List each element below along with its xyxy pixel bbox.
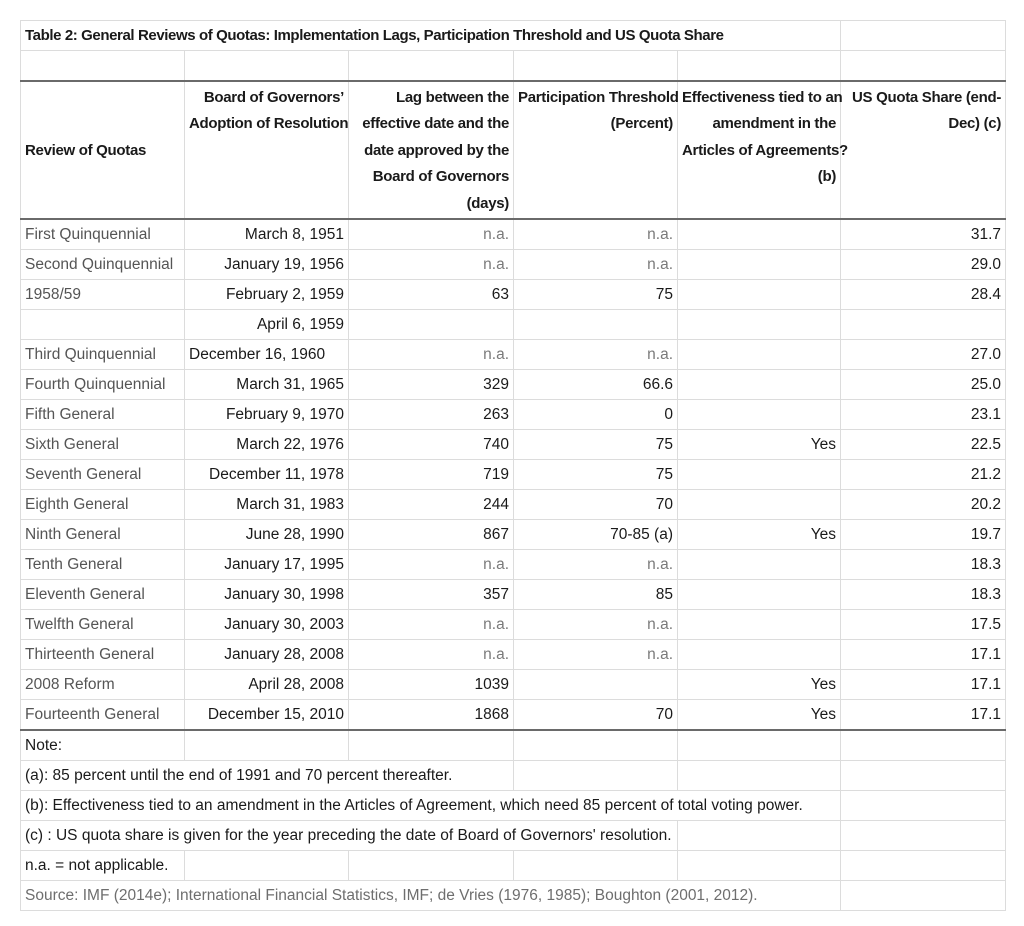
cell-review: Eighth General bbox=[21, 489, 185, 519]
cell-adoption-date: December 15, 2010 bbox=[185, 699, 349, 730]
cell-threshold: 70-85 (a) bbox=[514, 519, 678, 549]
header-line: Articles of Agreements? bbox=[682, 141, 848, 159]
header-line: effective date and the bbox=[362, 115, 509, 133]
table-row bbox=[21, 699, 1006, 730]
cell-lag-days: 63 bbox=[349, 279, 514, 309]
cell-lag-days: 244 bbox=[349, 489, 514, 519]
cell-threshold: n.a. bbox=[514, 549, 678, 579]
cell-review: Fifth General bbox=[21, 399, 185, 429]
cell-adoption-date: March 31, 1965 bbox=[185, 369, 349, 399]
cell-review: Fourth Quinquennial bbox=[21, 369, 185, 399]
table-row bbox=[21, 579, 1006, 609]
cell-threshold: 66.6 bbox=[514, 369, 678, 399]
cell-us-share: 25.0 bbox=[841, 369, 1006, 399]
cell-us-share: 18.3 bbox=[841, 549, 1006, 579]
cell-adoption-date: December 11, 1978 bbox=[185, 459, 349, 489]
table-row bbox=[21, 219, 1006, 250]
table-row bbox=[21, 339, 1006, 369]
table-row bbox=[21, 249, 1006, 279]
header-line: (days) bbox=[466, 194, 509, 212]
cell-amendment bbox=[678, 549, 841, 579]
cell-adoption-date: February 9, 1970 bbox=[185, 399, 349, 429]
cell-review: Ninth General bbox=[21, 519, 185, 549]
cell-amendment bbox=[678, 639, 841, 669]
header-line: amendment in the bbox=[712, 115, 837, 133]
cell-review bbox=[21, 309, 185, 339]
cell-us-share: 31.7 bbox=[841, 219, 1006, 250]
cell-lag-days: n.a. bbox=[349, 339, 514, 369]
cell-amendment bbox=[678, 249, 841, 279]
cell-us-share: 27.0 bbox=[841, 339, 1006, 369]
spacer-row bbox=[21, 51, 1006, 81]
cell-review: First Quinquennial bbox=[21, 219, 185, 250]
cell-amendment: Yes bbox=[678, 669, 841, 699]
header-line: Board of Governors bbox=[372, 168, 509, 186]
cell-threshold: n.a. bbox=[514, 639, 678, 669]
cell-amendment: Yes bbox=[678, 429, 841, 459]
header-line: Dec) (c) bbox=[948, 115, 1002, 133]
cell-review: Fourteenth General bbox=[21, 699, 185, 730]
cell-amendment bbox=[678, 219, 841, 250]
cell-threshold: 75 bbox=[514, 429, 678, 459]
cell-lag-days: 1868 bbox=[349, 699, 514, 730]
header-line: (Percent) bbox=[610, 115, 673, 133]
cell-amendment: Yes bbox=[678, 699, 841, 730]
cell-amendment bbox=[678, 459, 841, 489]
cell-threshold: n.a. bbox=[514, 609, 678, 639]
cell-amendment bbox=[678, 579, 841, 609]
cell-amendment bbox=[678, 399, 841, 429]
table-title-row bbox=[21, 21, 1006, 51]
cell-adoption-date: April 6, 1959 bbox=[185, 309, 349, 339]
cell-lag-days: n.a. bbox=[349, 219, 514, 250]
quota-reviews-table bbox=[20, 20, 1006, 911]
table-row bbox=[21, 639, 1006, 669]
cell-threshold: 70 bbox=[514, 489, 678, 519]
header-review-of-quotas: Review of Quotas bbox=[21, 81, 185, 219]
note-heading: Note: bbox=[21, 730, 185, 761]
cell-review: Second Quinquennial bbox=[21, 249, 185, 279]
table-row bbox=[21, 279, 1006, 309]
cell-adoption-date: March 8, 1951 bbox=[185, 219, 349, 250]
cell-review: Eleventh General bbox=[21, 579, 185, 609]
header-line: US Quota Share (end- bbox=[852, 88, 1002, 106]
note-na: n.a. = not applicable. bbox=[21, 850, 185, 880]
cell-lag-days bbox=[349, 309, 514, 339]
cell-threshold: 75 bbox=[514, 279, 678, 309]
cell-adoption-date: December 16, 1960 bbox=[185, 339, 349, 369]
cell-us-share: 28.4 bbox=[841, 279, 1006, 309]
cell-adoption-date: April 28, 2008 bbox=[185, 669, 349, 699]
cell-lag-days: 719 bbox=[349, 459, 514, 489]
cell-lag-days: n.a. bbox=[349, 549, 514, 579]
cell-amendment bbox=[678, 339, 841, 369]
cell-review: Sixth General bbox=[21, 429, 185, 459]
cell-review: 1958/59 bbox=[21, 279, 185, 309]
header-amendment bbox=[678, 81, 848, 219]
cell-lag-days: n.a. bbox=[349, 249, 514, 279]
cell-amendment bbox=[678, 369, 841, 399]
cell-review: 2008 Reform bbox=[21, 669, 185, 699]
cell-threshold bbox=[514, 309, 678, 339]
note-c: (c) : US quota share is given for the year preceding the date of Board of Governors' resolution. bbox=[21, 820, 678, 850]
cell-amendment: Yes bbox=[678, 519, 841, 549]
cell-us-share: 18.3 bbox=[841, 579, 1006, 609]
header-us-quota-share bbox=[841, 81, 1006, 219]
cell-us-share: 21.2 bbox=[841, 459, 1006, 489]
table-row bbox=[21, 309, 1006, 339]
column-header-row bbox=[21, 81, 1006, 219]
source-row bbox=[21, 880, 1006, 910]
cell-us-share: 17.1 bbox=[841, 639, 1006, 669]
header-line: Board of Governors’ bbox=[203, 88, 344, 106]
note-na-row bbox=[21, 850, 1006, 880]
cell-threshold: n.a. bbox=[514, 249, 678, 279]
table-row bbox=[21, 669, 1006, 699]
header-line: Participation Threshold bbox=[518, 88, 679, 106]
table-row bbox=[21, 609, 1006, 639]
cell-adoption-date: January 30, 2003 bbox=[185, 609, 349, 639]
header-board-adoption bbox=[185, 81, 349, 219]
header-line: Lag between the bbox=[395, 88, 509, 106]
cell-us-share: 17.1 bbox=[841, 699, 1006, 730]
cell-lag-days: n.a. bbox=[349, 639, 514, 669]
note-heading-row bbox=[21, 730, 1006, 761]
header-line: date approved by the bbox=[364, 141, 509, 159]
table-row bbox=[21, 519, 1006, 549]
cell-adoption-date: January 30, 1998 bbox=[185, 579, 349, 609]
note-b-row bbox=[21, 790, 1006, 820]
cell-us-share: 17.5 bbox=[841, 609, 1006, 639]
cell-lag-days: 263 bbox=[349, 399, 514, 429]
cell-lag-days: 1039 bbox=[349, 669, 514, 699]
table-row bbox=[21, 549, 1006, 579]
table-row bbox=[21, 369, 1006, 399]
cell-threshold: n.a. bbox=[514, 339, 678, 369]
cell-review: Twelfth General bbox=[21, 609, 185, 639]
header-line: (b) bbox=[817, 168, 837, 186]
cell-adoption-date: June 28, 1990 bbox=[185, 519, 349, 549]
cell-lag-days: n.a. bbox=[349, 609, 514, 639]
note-c-row bbox=[21, 820, 1006, 850]
cell-lag-days: 867 bbox=[349, 519, 514, 549]
cell-lag-days: 329 bbox=[349, 369, 514, 399]
cell-amendment bbox=[678, 309, 841, 339]
cell-threshold: 0 bbox=[514, 399, 678, 429]
header-participation-threshold bbox=[514, 81, 678, 219]
table-row bbox=[21, 459, 1006, 489]
cell-us-share: 20.2 bbox=[841, 489, 1006, 519]
cell-adoption-date: March 31, 1983 bbox=[185, 489, 349, 519]
cell-adoption-date: January 19, 1956 bbox=[185, 249, 349, 279]
cell-adoption-date: January 17, 1995 bbox=[185, 549, 349, 579]
cell-adoption-date: February 2, 1959 bbox=[185, 279, 349, 309]
cell-us-share: 19.7 bbox=[841, 519, 1006, 549]
note-b: (b): Effectiveness tied to an amendment in the Articles of Agreement, which need 85 percent of total voting power. bbox=[21, 790, 841, 820]
note-a-row bbox=[21, 760, 1006, 790]
cell-threshold: n.a. bbox=[514, 219, 678, 250]
source-note: Source: IMF (2014e); International Financial Statistics, IMF; de Vries (1976, 1985); Boughton (2001, 2012). bbox=[21, 880, 841, 910]
table-row bbox=[21, 399, 1006, 429]
cell-lag-days: 740 bbox=[349, 429, 514, 459]
cell-adoption-date: January 28, 2008 bbox=[185, 639, 349, 669]
header-line: Effectiveness tied to an bbox=[682, 88, 843, 106]
cell-amendment bbox=[678, 489, 841, 519]
table-row bbox=[21, 429, 1006, 459]
cell-us-share bbox=[841, 309, 1006, 339]
cell-threshold: 85 bbox=[514, 579, 678, 609]
table-title: Table 2: General Reviews of Quotas: Implementation Lags, Participation Threshold and US Quota Share bbox=[21, 21, 841, 51]
cell-us-share: 29.0 bbox=[841, 249, 1006, 279]
cell-threshold: 75 bbox=[514, 459, 678, 489]
cell-adoption-date: March 22, 1976 bbox=[185, 429, 349, 459]
cell-threshold: 70 bbox=[514, 699, 678, 730]
cell-review: Third Quinquennial bbox=[21, 339, 185, 369]
cell-us-share: 23.1 bbox=[841, 399, 1006, 429]
cell-review: Tenth General bbox=[21, 549, 185, 579]
header-lag-days bbox=[349, 81, 514, 219]
table-row bbox=[21, 489, 1006, 519]
cell-review: Thirteenth General bbox=[21, 639, 185, 669]
header-line: Adoption of Resolution bbox=[189, 115, 349, 133]
cell-amendment bbox=[678, 279, 841, 309]
empty-cell bbox=[841, 21, 1006, 51]
cell-review: Seventh General bbox=[21, 459, 185, 489]
cell-lag-days: 357 bbox=[349, 579, 514, 609]
cell-threshold bbox=[514, 669, 678, 699]
cell-us-share: 22.5 bbox=[841, 429, 1006, 459]
cell-amendment bbox=[678, 609, 841, 639]
cell-us-share: 17.1 bbox=[841, 669, 1006, 699]
note-a: (a): 85 percent until the end of 1991 and 70 percent thereafter. bbox=[21, 760, 514, 790]
